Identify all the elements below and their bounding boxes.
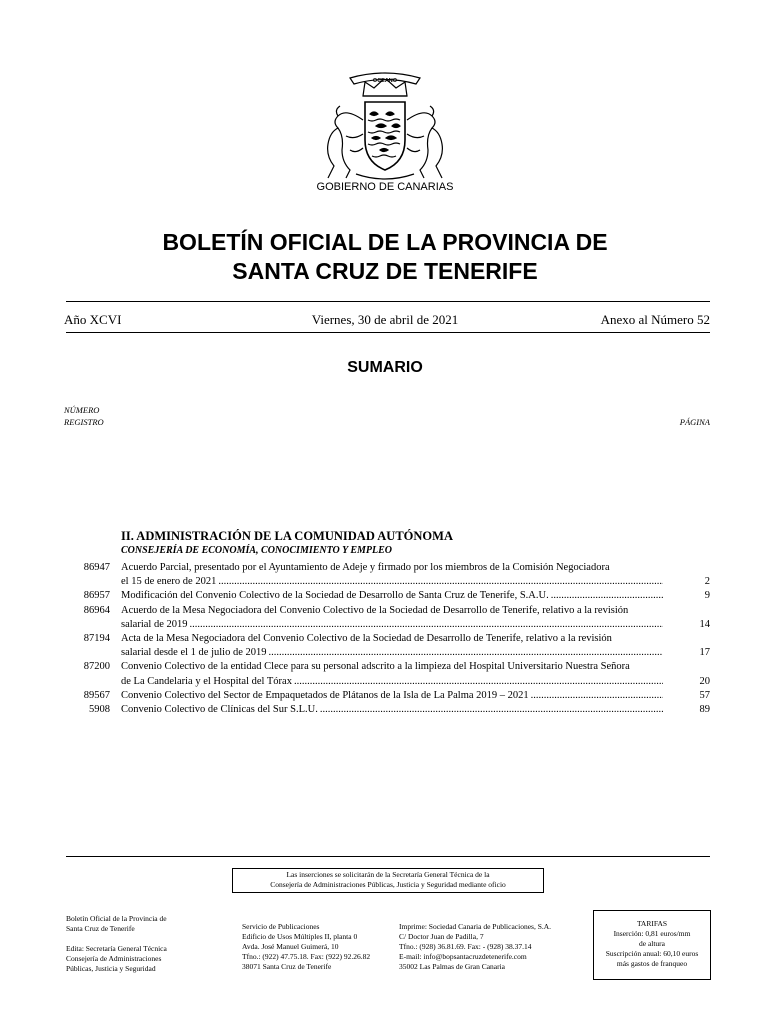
entry-text: Acta de la Mesa Negociadora del Convenio Colectivo de la Sociedad de Desarrollo de Tenerife, relativo a la revisión: [121, 633, 612, 645]
sumario-entry: [0, 632, 770, 660]
bulletin-title-line1: BOLETÍN OFICIAL DE LA PROVINCIA DE: [162, 229, 608, 255]
entry-page-number: 17: [699, 647, 710, 659]
dot-leader: [531, 689, 663, 703]
bulletin-title: [0, 228, 770, 286]
coat-of-arms-icon: [316, 70, 454, 182]
column-header-numero: NÚMERO REGISTRO: [64, 405, 104, 427]
entry-text: Convenio Colectivo del Sector de Empaquetados de Plátanos de la Isla de La Palma 2019 – 2021: [121, 689, 529, 701]
sumario-entry: [0, 604, 770, 632]
footer-printer: [399, 922, 551, 972]
entry-text: de La Candelaria y el Hospital del Tórax: [121, 675, 292, 687]
entry-page-number: 20: [699, 675, 710, 687]
footer-line: 38071 Santa Cruz de Tenerife: [242, 962, 332, 971]
entry-text: Convenio Colectivo de la entidad Clece para su personal adscrito a la limpieza del Hospital Universitario Nuestra Señora: [121, 661, 630, 673]
entry-registry-number: 87200: [83, 661, 110, 673]
footer-line: Consejería de Administraciones: [66, 954, 162, 963]
tarifas-box: [593, 910, 711, 980]
entry-registry-number: 87194: [83, 633, 110, 645]
footer-publisher: [66, 914, 167, 974]
dot-leader: [269, 646, 664, 660]
sumario-entries: [0, 561, 770, 717]
footer-line: Públicas, Justicia y Seguridad: [66, 964, 156, 973]
entry-text: Convenio Colectivo de Clínicas del Sur S.L.U.: [121, 704, 318, 716]
subsection-heading: CONSEJERÍA DE ECONOMÍA, CONOCIMIENTO Y EMPLEO: [121, 545, 392, 556]
footer-rule: [66, 856, 710, 857]
sumario-entry: [0, 689, 770, 703]
footer-line: de altura: [638, 939, 666, 948]
entry-registry-number: 86947: [83, 562, 110, 573]
entry-text: el 15 de enero de 2021: [121, 576, 217, 588]
sumario-title: SUMARIO: [347, 359, 423, 376]
footer-line: Tfno.: (922) 47.75.18. Fax: (922) 92.26.82: [242, 952, 371, 961]
issue-label: Anexo al Número 52: [600, 312, 710, 327]
sumario-entry: [0, 660, 770, 688]
entry-registry-number: 5908: [89, 704, 110, 716]
dot-leader: [218, 575, 663, 589]
entry-text: Modificación del Convenio Colectivo de la Sociedad de Desarrollo de Santa Cruz de Tenerife, S.A.U.: [121, 590, 549, 602]
footer-line: Suscripción anual: 60,10 euros: [605, 949, 699, 958]
footer-line: Boletín Oficial de la Provincia de: [66, 914, 167, 923]
section-heading: II. ADMINISTRACIÓN DE LA COMUNIDAD AUTÓNOMA: [121, 529, 453, 543]
crest-banner-text: OCEANO: [372, 78, 398, 84]
footer-line: [66, 934, 167, 944]
entry-text: Acuerdo Parcial, presentado por el Ayuntamiento de Adeje y firmado por los miembros de la Comisión Negociadora: [121, 562, 610, 573]
footer-line: Tfno.: (928) 36.81.69. Fax: - (928) 38.37.14: [399, 942, 532, 951]
footer-publications-service: [242, 922, 370, 972]
entry-page-number: 89: [699, 704, 710, 716]
year-label: Año XCVI: [64, 312, 122, 327]
sumario-entry: [0, 589, 770, 603]
entry-page-number: 57: [699, 689, 710, 701]
entry-text: salarial desde el 1 de julio de 2019: [121, 647, 267, 659]
bulletin-title-line2: SANTA CRUZ DE TENERIFE: [232, 258, 538, 284]
footer-line: E-mail: info@bopsantacruzdetenerife.com: [399, 952, 527, 961]
entry-page-number: 2: [704, 576, 710, 588]
header-rule-bottom: [66, 332, 710, 333]
column-header-pagina: PÁGINA: [679, 417, 710, 427]
dot-leader: [551, 589, 663, 603]
entry-registry-number: 86957: [83, 590, 110, 602]
footer-line: TARIFAS: [636, 919, 668, 928]
dot-leader: [320, 703, 663, 717]
footer-line: más gastos de franqueo: [616, 959, 688, 968]
dot-leader: [189, 618, 663, 632]
footer-line: Inserción: 0,81 euros/mm: [613, 929, 691, 938]
footer-line: Edita: Secretaría General Técnica: [66, 944, 167, 953]
footer-line: Avda. José Manuel Guimerá, 10: [242, 942, 339, 951]
footer-line: Imprime: Sociedad Canaria de Publicaciones, S.A.: [399, 922, 552, 931]
government-name: GOBIERNO DE CANARIAS: [316, 181, 454, 193]
footer-line: 35002 Las Palmas de Gran Canaria: [399, 962, 506, 971]
sumario-entry: [0, 703, 770, 717]
footer-line: C/ Doctor Juan de Padilla, 7: [399, 932, 484, 941]
entry-text: Acuerdo de la Mesa Negociadora del Convenio Colectivo de la Sociedad de Desarrollo de Tenerife, relativo a la revisión: [121, 604, 629, 616]
header-rule-top: [66, 301, 710, 302]
entry-text: salarial de 2019: [121, 618, 188, 630]
footer-line: Santa Cruz de Tenerife: [66, 924, 135, 933]
dot-leader: [294, 675, 663, 689]
entry-page-number: 14: [699, 618, 710, 630]
entry-registry-number: 89567: [83, 689, 110, 701]
footer-line: Servicio de Publicaciones: [242, 922, 320, 931]
date-label: Viernes, 30 de abril de 2021: [311, 312, 459, 327]
entry-page-number: 9: [704, 590, 710, 602]
insertion-notice: Las inserciones se solicitarán de la Secretaría General Técnica de la Consejería de Administraciones Públicas, Justicia y Seguridad mediante oficio: [232, 868, 544, 893]
entry-registry-number: 86964: [83, 604, 110, 616]
sumario-entry: [0, 561, 770, 589]
footer-line: Edificio de Usos Múltiples II, planta 0: [242, 932, 358, 941]
